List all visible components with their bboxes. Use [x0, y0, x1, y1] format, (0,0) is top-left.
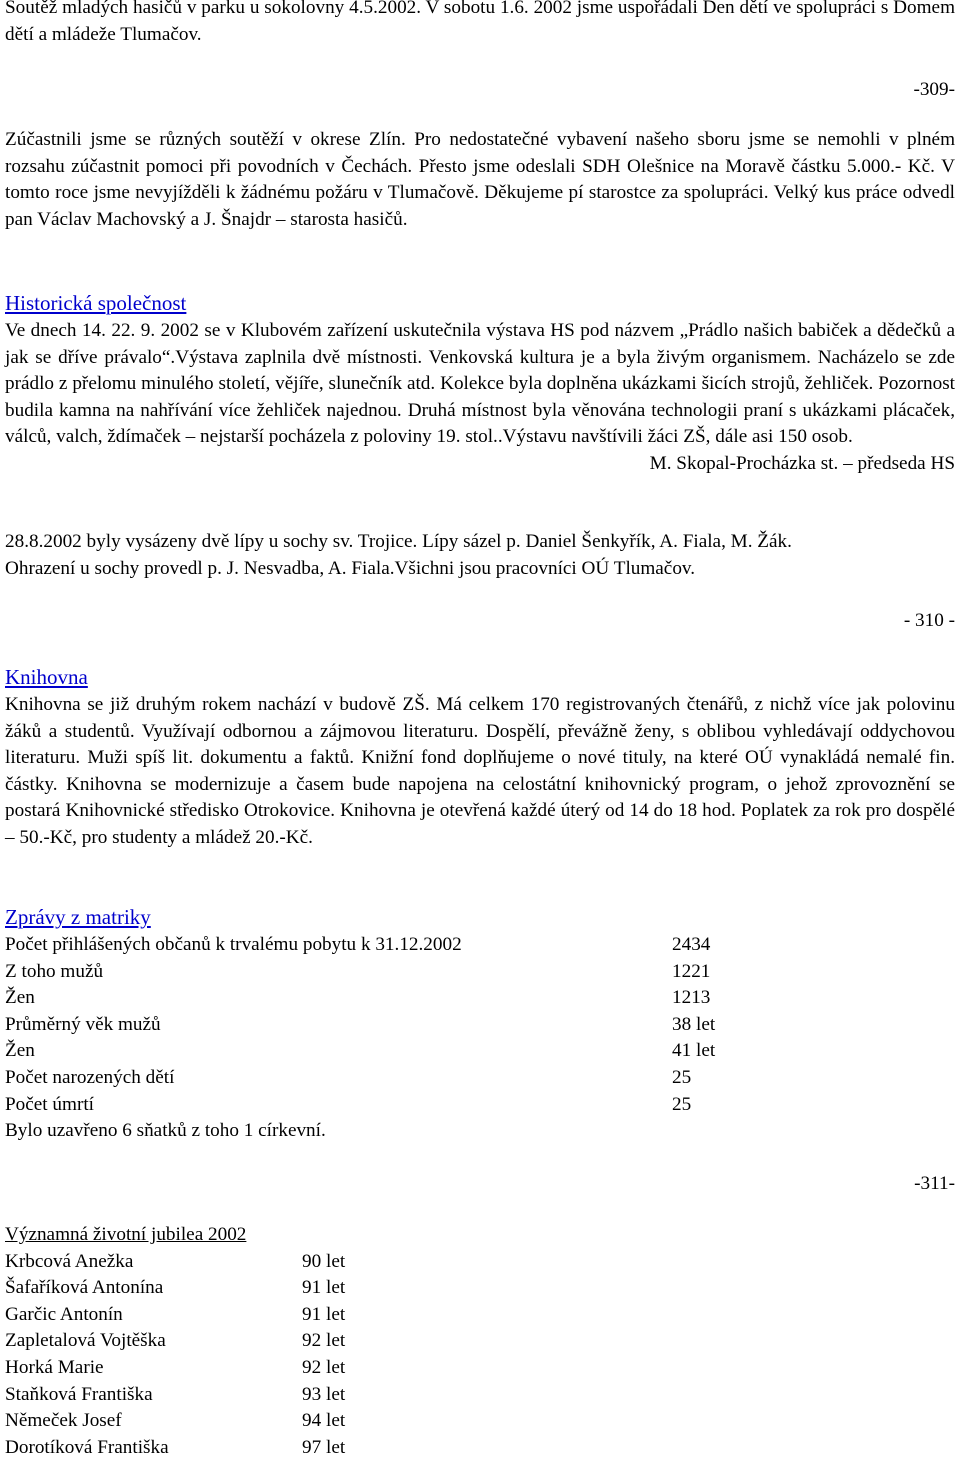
row-value: 38 let — [672, 1013, 716, 1035]
row-label: Počet úmrtí — [5, 1093, 94, 1115]
table-row — [5, 1065, 955, 1092]
registry-heading[interactable]: Zprávy z matriky — [5, 905, 151, 929]
jubilee-age: 92 let — [302, 1330, 346, 1352]
linden-trees-paragraph — [5, 529, 955, 582]
library-text: Knihovna se již druhým rokem nachází v budově ZŠ. Má celkem 170 registrovaných čtenářů, z nichž více jak polovinu žáků a studentů. Využívají odbornou a zájmovou literaturu. Dospělí, převážně ženy, s oblibou vyhledávají oddychovou literaturu. Muži spíš lit. dokumentu a faktů. Knižní fond doplňujeme o nové tituly, na které OÚ vynakládá nemalé fin. částky. Knihovna se modernizuje a časem bude napojena na celostátní knihovnický program, o jehož zprovoznění se postará Knihovnické středisko Otrokovice. Knihovna je otevřená každé úterý od 14 do 18 hod. Poplatek za rok pro dospělé – 50.-Kč, pro studenty a mládež 20.-Kč. — [5, 694, 955, 848]
jubilee-age: 94 let — [302, 1410, 346, 1432]
list-item — [5, 1408, 955, 1435]
historical-society-text: Ve dnech 14. 22. 9. 2002 se v Klubovém zařízení uskutečnila výstava HS pod názvem „Prádlo našich babiček a dědečků a jak se dříve právalo“.Výstava zaplnila dvě místnosti. Venkovská kultura je a byla živým organismem. Nacházelo se zde prádlo z přelomu minulého století, vějíře, slunečník atd. Kolekce byla doplněna ukázkami šicích strojů, žehliček. Pozornost budila kamna na nahřívání více žehliček najednou. Druhá místnost byla věnována technologii praní s ukázkami plácaček, válců, valch, ždímaček – nejstarší pocházela z poloviny 19. stol..Výstavu navštívili žáci ZŠ, dále asi 150 osob. — [5, 320, 955, 448]
list-item — [5, 1382, 955, 1409]
list-item — [5, 1249, 955, 1276]
list-item — [5, 1328, 955, 1355]
page-number-311: -311- — [914, 1173, 955, 1194]
intro-text: Soutěž mladých hasičů v parku u sokolovny 4.5.2002. V sobotu 1.6. 2002 jsme uspořádali Den dětí ve spolupráci s Domem dětí a mládeže Tlumačov. — [5, 0, 955, 45]
table-row — [5, 985, 955, 1012]
row-label: Počet přihlášených občanů k trvalému pobytu k 31.12.2002 — [5, 934, 462, 955]
row-label: Průměrný věk mužů — [5, 1013, 161, 1035]
jubilee-name: Zapletalová Vojtěška — [5, 1330, 166, 1352]
jubilee-name: Staňková Františka — [5, 1383, 153, 1405]
jubilee-age: 91 let — [302, 1303, 346, 1325]
row-label: Z toho mužů — [5, 960, 104, 982]
list-item — [5, 1355, 955, 1382]
registry-note: Bylo uzavřeno 6 sňatků z toho 1 církevní. — [5, 1120, 326, 1142]
jubilee-name: Krbcová Anežka — [5, 1250, 134, 1272]
row-value: 1213 — [672, 987, 711, 1009]
list-item — [5, 1302, 955, 1329]
page-number-309: -309- — [913, 79, 955, 100]
jubilees-section — [5, 1222, 955, 1461]
linden-line-2: Ohrazení u sochy provedl p. J. Nesvadba, A. Fiala.Všichni jsou pracovníci OÚ Tlumačov. — [5, 557, 696, 579]
list-item — [5, 1435, 955, 1461]
list-item — [5, 1275, 955, 1302]
row-label: Žen — [5, 1040, 35, 1062]
jubilee-name: Němeček Josef — [5, 1410, 122, 1432]
historical-society-section — [5, 288, 955, 478]
firefighters-paragraph — [5, 127, 955, 233]
table-row — [5, 1038, 955, 1065]
historical-society-heading[interactable]: Historická společnost — [5, 291, 187, 315]
row-value: 41 let — [672, 1040, 716, 1062]
row-label: Žen — [5, 987, 35, 1009]
row-value: 25 — [672, 1066, 692, 1088]
jubilee-name: Dorotíková Františka — [5, 1436, 169, 1458]
row-label: Počet narozených dětí — [5, 1066, 175, 1088]
row-value: 2434 — [672, 934, 711, 955]
table-row — [5, 1092, 955, 1119]
jubilee-age: 93 let — [302, 1383, 346, 1405]
registry-section — [5, 902, 955, 1145]
library-heading[interactable]: Knihovna — [5, 665, 88, 689]
table-row — [5, 1012, 955, 1039]
jubilee-age: 90 let — [302, 1250, 346, 1272]
row-value: 25 — [672, 1093, 692, 1115]
jubilee-name: Garčic Antonín — [5, 1303, 123, 1325]
jubilee-name: Šafaříková Antonína — [5, 1277, 164, 1299]
row-value: 1221 — [672, 960, 711, 982]
linden-line-1: 28.8.2002 byly vysázeny dvě lípy u sochy sv. Trojice. Lípy sázel p. Daniel Šenkyřík, A. Fiala, M. Žák. — [5, 531, 792, 552]
jubilee-name: Horká Marie — [5, 1356, 104, 1378]
historical-society-signature: M. Skopal-Procházka st. – předseda HS — [649, 452, 955, 474]
jubilees-heading: Významná životní jubilea 2002 — [5, 1224, 247, 1245]
library-section — [5, 662, 955, 852]
jubilee-age: 97 let — [302, 1436, 346, 1458]
page-number-310: - 310 - — [903, 610, 955, 631]
intro-paragraph — [5, 0, 955, 48]
table-row — [5, 932, 955, 959]
jubilee-age: 91 let — [302, 1277, 346, 1299]
firefighters-text: Zúčastnili jsme se různých soutěží v okrese Zlín. Pro nedostatečné vybavení našeho sboru jsme se nemohli v plném rozsahu zúčastnit pomoci při povodních v Čechách. Přesto jsme odeslali SDH Olešnice na Moravě částku 5.000.- Kč. V tomto roce jsme nevyjížděli k žádnému požáru v Tlumačově. Děkujeme pí starostce za spolupráci. Velký kus práce odvedl pan Václav Machovský a J. Šnajdr – starosta hasičů. — [5, 129, 955, 230]
table-row — [5, 959, 955, 986]
jubilee-age: 92 let — [302, 1356, 346, 1378]
registry-table — [5, 932, 955, 1118]
